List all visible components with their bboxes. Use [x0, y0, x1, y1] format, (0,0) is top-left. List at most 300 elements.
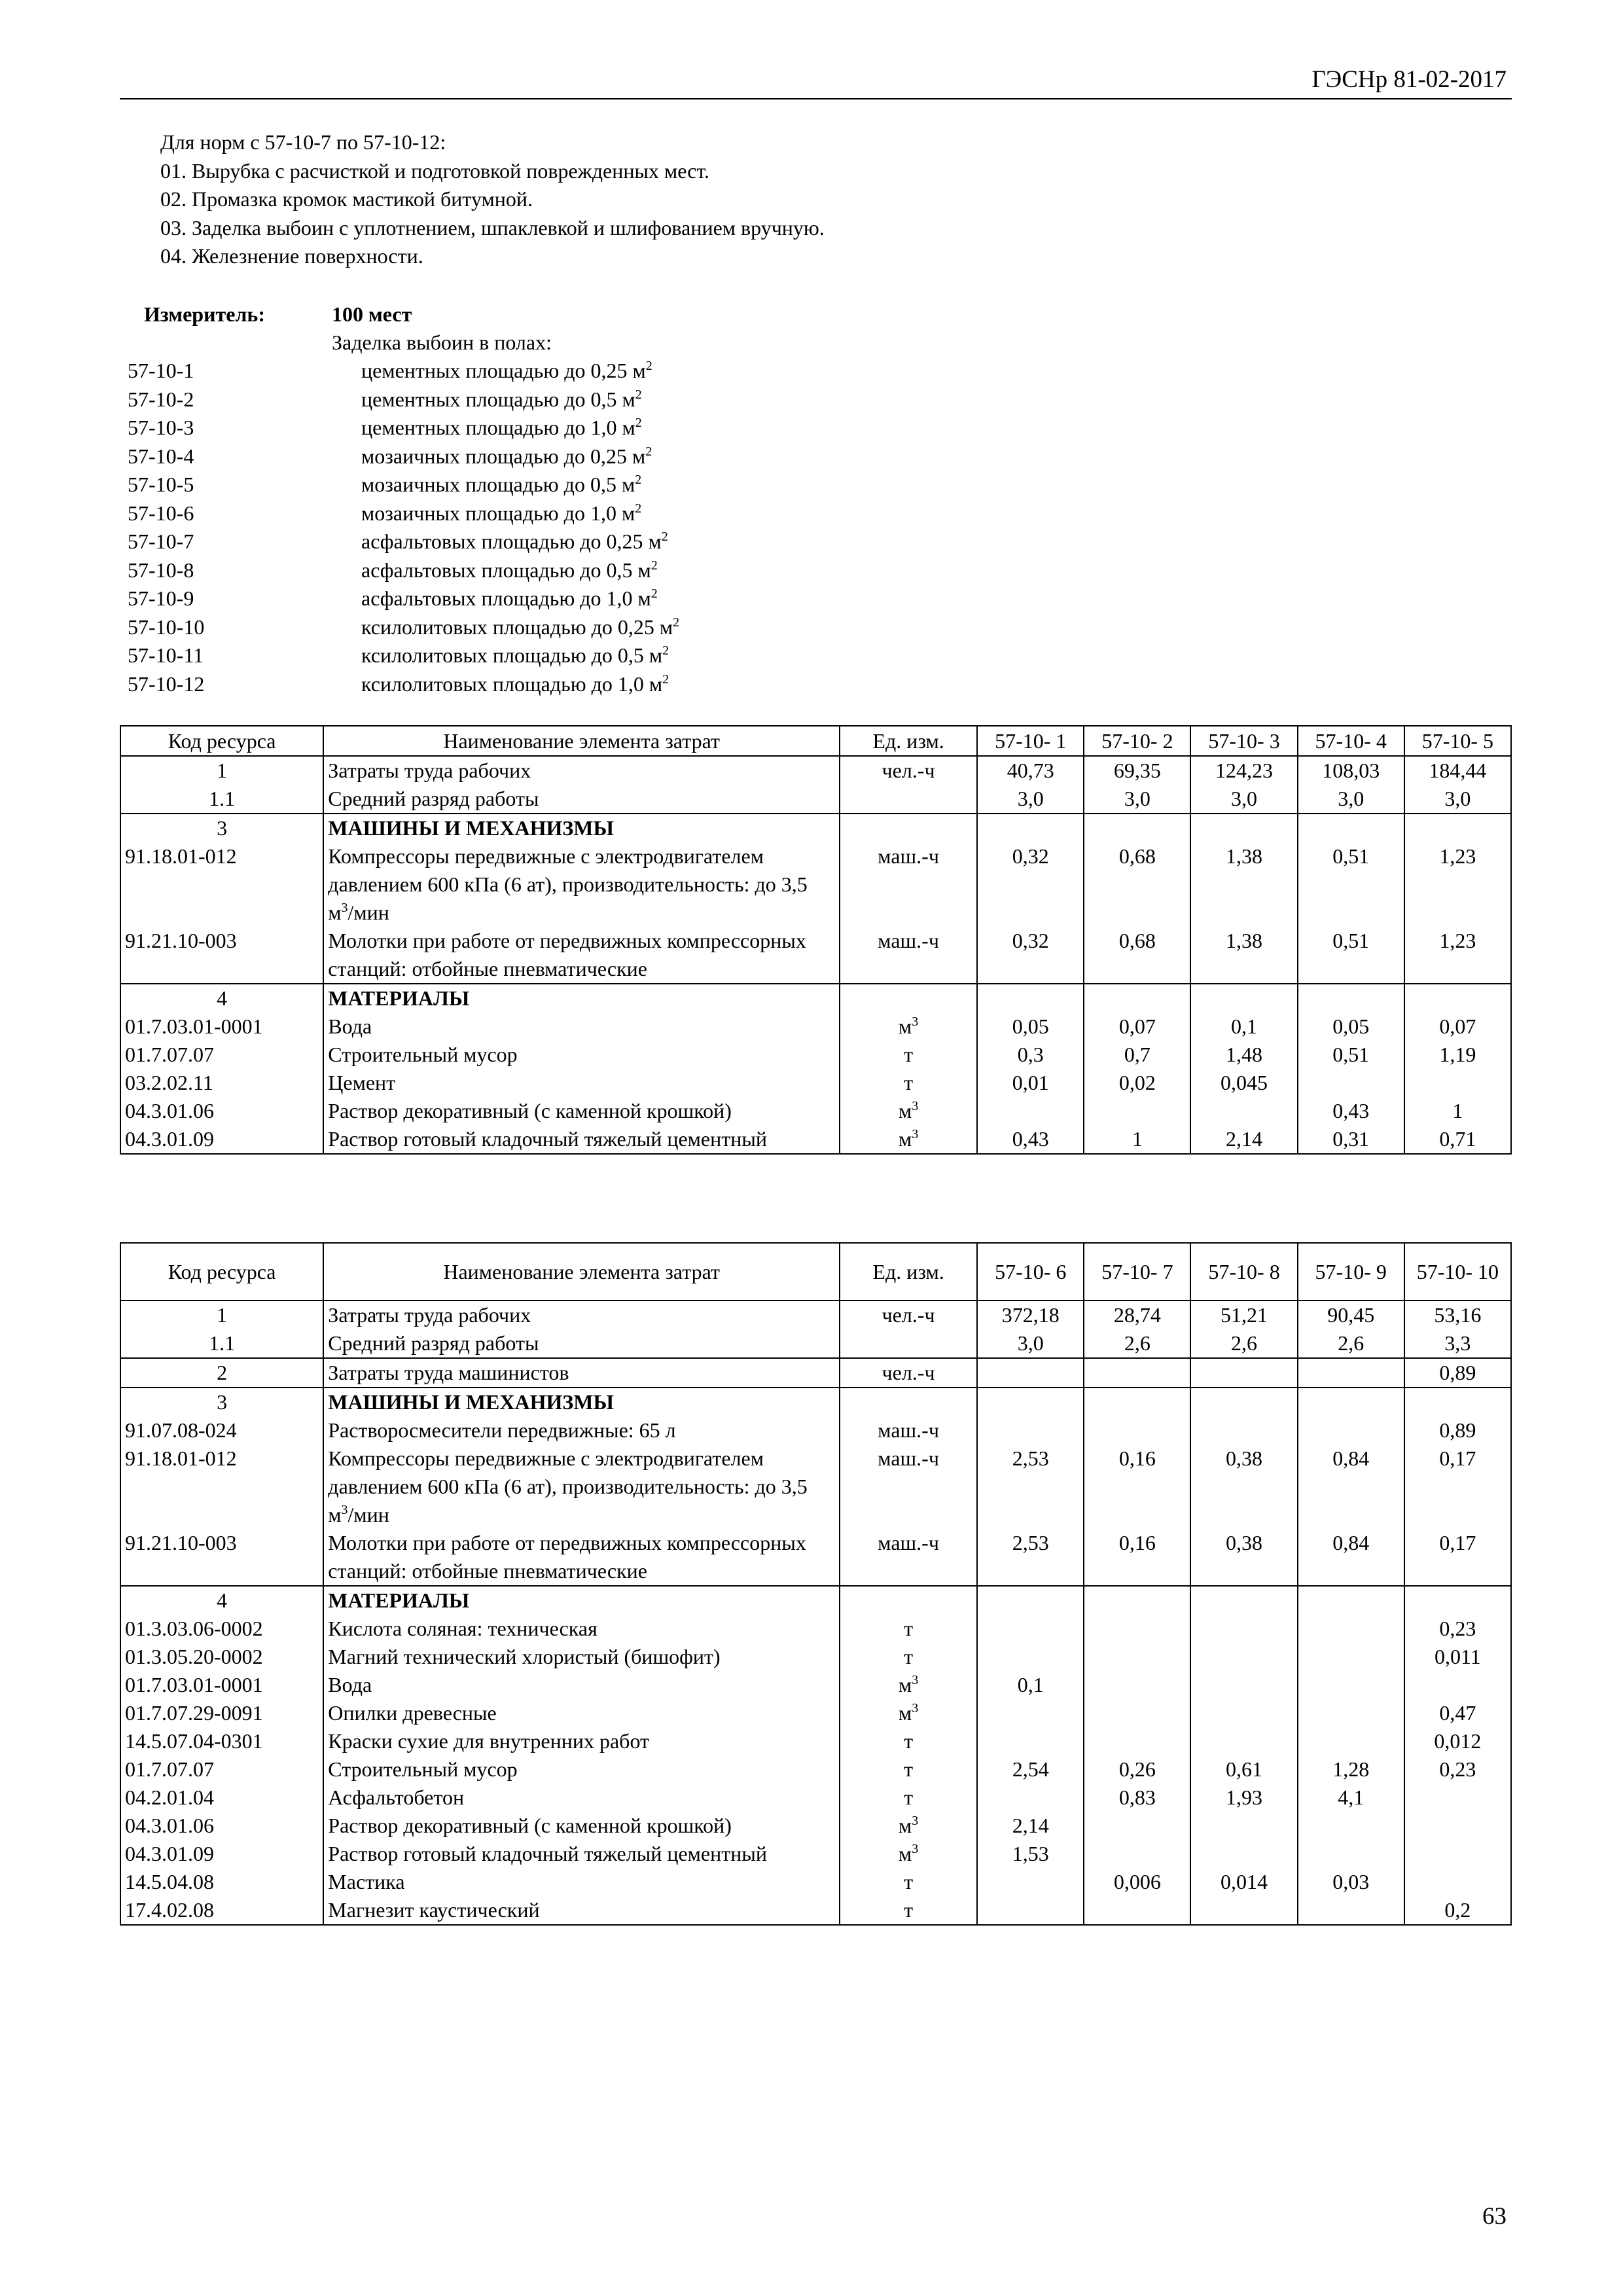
norm-value: 0,07 — [1404, 1013, 1511, 1041]
column-header: Ед. изм. — [840, 1243, 977, 1300]
norm-code: 57-10-12 — [128, 672, 205, 696]
resource-code: 91.18.01-012 — [120, 1444, 323, 1529]
resource-code: 4 — [120, 984, 323, 1013]
norm-value: 1,23 — [1404, 842, 1511, 927]
norm-value: 372,18 — [977, 1300, 1084, 1329]
resource-code: 91.21.10-003 — [120, 1529, 323, 1586]
norm-code: 57-10-1 — [128, 359, 194, 382]
norm-value: 28,74 — [1084, 1300, 1190, 1329]
norm-description — [361, 641, 669, 670]
norm-value — [1084, 1643, 1190, 1671]
norm-value — [1298, 1069, 1404, 1097]
unit-superscript: 2 — [635, 501, 642, 516]
norm-value — [1298, 1699, 1404, 1727]
resource-unit: чел.-ч — [840, 1300, 977, 1329]
norm-value: 2,14 — [977, 1812, 1084, 1840]
norm-value — [1298, 1416, 1404, 1444]
resource-name: Строительный мусор — [323, 1041, 840, 1069]
table-row — [120, 1643, 1511, 1671]
norm-value — [1084, 1586, 1190, 1615]
unit-superscript: 2 — [645, 359, 652, 373]
norm-value: 0,61 — [1190, 1755, 1297, 1784]
norm-value — [1084, 1699, 1190, 1727]
norm-value — [1190, 1896, 1297, 1925]
norm-value: 0,68 — [1084, 842, 1190, 927]
table-row — [120, 1784, 1511, 1812]
resource-code: 04.3.01.06 — [120, 1097, 323, 1125]
norm-description-text: асфальтовых площадью до 1,0 м — [361, 586, 651, 610]
norm-value: 2,14 — [1190, 1125, 1297, 1154]
resource-unit: т — [840, 1643, 977, 1671]
norm-value — [1190, 1388, 1297, 1416]
resource-unit: $м^3$ — [840, 1812, 977, 1840]
norm-value — [977, 1896, 1084, 1925]
norm-value: 0,51 — [1298, 1041, 1404, 1069]
norm-description — [361, 556, 658, 585]
norm-value: 0,31 — [1298, 1125, 1404, 1154]
table-row — [120, 842, 1511, 927]
resource-name: Раствор готовый кладочный тяжелый цементный — [323, 1840, 840, 1868]
norm-value: 0,3 — [977, 1041, 1084, 1069]
resource-name: Раствор декоративный (с каменной крошкой) — [323, 1097, 840, 1125]
resource-unit: $м^3$ — [840, 1840, 977, 1868]
norm-value: 0,23 — [1404, 1615, 1511, 1643]
norm-value: 0,012 — [1404, 1727, 1511, 1755]
resource-name: Вода — [323, 1671, 840, 1699]
resource-name: Цемент — [323, 1069, 840, 1097]
norm-value: 51,21 — [1190, 1300, 1297, 1329]
norm-code: 57-10-10 — [128, 615, 205, 639]
norm-value — [977, 1643, 1084, 1671]
resource-name: Строительный мусор — [323, 1755, 840, 1784]
norm-value — [977, 1416, 1084, 1444]
table-row — [120, 1699, 1511, 1727]
norm-description-text: цементных площадью до 0,5 м — [361, 387, 635, 411]
column-header: Наименование элемента затрат — [323, 726, 840, 756]
norm-value — [1084, 1896, 1190, 1925]
column-header: Код ресурса — [120, 1243, 323, 1300]
norm-code: 57-10-7 — [128, 529, 194, 553]
norm-value — [1404, 1812, 1511, 1840]
resource-name: Компрессоры передвижные с электродвигателем давлением 600 кПа (6 ат), производительность: до 3,5 $м^3$/мин — [323, 1444, 840, 1529]
table-row — [120, 1416, 1511, 1444]
page-header — [120, 64, 1512, 99]
norm-value: 3,0 — [977, 785, 1084, 814]
resource-name: Асфальтобетон — [323, 1784, 840, 1812]
resource-name: МАШИНЫ И МЕХАНИЗМЫ — [323, 1388, 840, 1416]
resource-unit — [840, 1586, 977, 1615]
table-row — [120, 1069, 1511, 1097]
resource-code: 04.3.01.06 — [120, 1812, 323, 1840]
norm-value: 108,03 — [1298, 756, 1404, 785]
column-header: 57-10- 10 — [1404, 1243, 1511, 1300]
resource-name: Кислота соляная: техническая — [323, 1615, 840, 1643]
table-row — [120, 1671, 1511, 1699]
column-header: 57-10- 9 — [1298, 1243, 1404, 1300]
norm-value — [977, 1358, 1084, 1388]
resource-code: 3 — [120, 814, 323, 842]
norm-value: 0,17 — [1404, 1444, 1511, 1529]
norm-value: 0,1 — [977, 1671, 1084, 1699]
norm-value: 0,51 — [1298, 927, 1404, 984]
norm-value — [1084, 1615, 1190, 1643]
resource-table-1 — [120, 725, 1512, 1155]
norm-value — [1084, 1388, 1190, 1416]
resource-unit: маш.-ч — [840, 927, 977, 984]
resource-unit: чел.-ч — [840, 756, 977, 785]
resource-unit — [840, 1388, 977, 1416]
norm-value — [1298, 1727, 1404, 1755]
column-header: 57-10- 8 — [1190, 1243, 1297, 1300]
norm-value: 1,38 — [1190, 927, 1297, 984]
norm-value: 2,6 — [1190, 1329, 1297, 1358]
norm-value: 1 — [1404, 1097, 1511, 1125]
intro-line: 04. Железнение поверхности. — [160, 244, 423, 268]
norm-value — [1404, 814, 1511, 842]
norm-value — [1190, 1416, 1297, 1444]
column-header: 57-10- 3 — [1190, 726, 1297, 756]
norm-value: 0,7 — [1084, 1041, 1190, 1069]
resource-unit: $м^3$ — [840, 1013, 977, 1041]
resource-code: 01.3.03.06-0002 — [120, 1615, 323, 1643]
resource-unit: чел.-ч — [840, 1358, 977, 1388]
table-row — [120, 1013, 1511, 1041]
norm-description-text: мозаичных площадью до 0,25 м — [361, 444, 646, 468]
resource-code: 1.1 — [120, 1329, 323, 1358]
column-header: 57-10- 6 — [977, 1243, 1084, 1300]
norm-code: 57-10-8 — [128, 558, 194, 582]
norm-code: 57-10-9 — [128, 586, 194, 610]
resource-table-2 — [120, 1242, 1512, 1926]
table-row — [120, 1097, 1511, 1125]
intro-line: 03. Заделка выбоин с уплотнением, шпаклевкой и шлифованием вручную. — [160, 215, 825, 240]
resource-code: 04.3.01.09 — [120, 1125, 323, 1154]
unit-superscript: 2 — [645, 444, 652, 459]
norm-value: 0,89 — [1404, 1358, 1511, 1388]
norm-value: 0,05 — [977, 1013, 1084, 1041]
norm-value — [977, 1868, 1084, 1896]
resource-name: Затраты труда рабочих — [323, 1300, 840, 1329]
resource-code: 1.1 — [120, 785, 323, 814]
resource-name: Раствор декоративный (с каменной крошкой) — [323, 1812, 840, 1840]
unit-superscript: 2 — [662, 672, 669, 687]
norm-value — [1190, 814, 1297, 842]
norm-description — [361, 670, 669, 699]
resource-code: 04.2.01.04 — [120, 1784, 323, 1812]
table-row — [120, 785, 1511, 814]
norm-value: 0,32 — [977, 927, 1084, 984]
norm-code: 57-10-6 — [128, 501, 194, 525]
norm-value: 1,23 — [1404, 927, 1511, 984]
resource-unit: т — [840, 1896, 977, 1925]
norm-value — [1190, 1615, 1297, 1643]
norm-description-text: мозаичных площадью до 0,5 м — [361, 473, 635, 496]
norm-value — [977, 1727, 1084, 1755]
norm-value: 1,53 — [977, 1840, 1084, 1868]
norm-description — [361, 442, 652, 471]
norm-value: 0,51 — [1298, 842, 1404, 927]
resource-code: 1 — [120, 1300, 323, 1329]
resource-name: Растворосмесители передвижные: 65 л — [323, 1416, 840, 1444]
resource-code: 2 — [120, 1358, 323, 1388]
norm-value — [1298, 1643, 1404, 1671]
norm-value: 90,45 — [1298, 1300, 1404, 1329]
table-row — [120, 1755, 1511, 1784]
norm-value: 1,19 — [1404, 1041, 1511, 1069]
unit-superscript: 2 — [673, 615, 680, 630]
resource-name: Мастика — [323, 1868, 840, 1896]
table-row — [120, 1388, 1511, 1416]
norm-value: 0,43 — [977, 1125, 1084, 1154]
norm-value: 69,35 — [1084, 756, 1190, 785]
norm-value: 3,0 — [977, 1329, 1084, 1358]
norm-value — [1298, 1812, 1404, 1840]
resource-code: 3 — [120, 1388, 323, 1416]
table-row — [120, 927, 1511, 984]
table-row — [120, 1300, 1511, 1329]
resource-code: 01.3.05.20-0002 — [120, 1643, 323, 1671]
norm-value — [1298, 1671, 1404, 1699]
norm-value — [1404, 1868, 1511, 1896]
resource-unit — [840, 785, 977, 814]
norm-code: 57-10-2 — [128, 387, 194, 411]
norm-value — [1404, 1840, 1511, 1868]
norm-description-text: ксилолитовых площадью до 0,5 м — [361, 643, 663, 667]
intro-line: 01. Вырубка с расчисткой и подготовкой поврежденных мест. — [160, 158, 710, 183]
norm-value — [1084, 1840, 1190, 1868]
norm-code: 57-10-11 — [128, 643, 204, 667]
resource-code: 4 — [120, 1586, 323, 1615]
norm-value — [1190, 984, 1297, 1013]
norm-value: 2,54 — [977, 1755, 1084, 1784]
intro-text — [160, 128, 825, 271]
document-code: ГЭСНр 81-02-2017 — [1311, 66, 1507, 93]
norm-value — [1404, 1388, 1511, 1416]
norm-value — [977, 1699, 1084, 1727]
norm-value: 2,53 — [977, 1529, 1084, 1586]
resource-code: 01.7.03.01-0001 — [120, 1671, 323, 1699]
measure-value: 100 мест — [332, 302, 412, 326]
norm-value — [1084, 1727, 1190, 1755]
norm-value: 0,38 — [1190, 1529, 1297, 1586]
norm-value: 0,71 — [1404, 1125, 1511, 1154]
norm-value — [977, 1097, 1084, 1125]
norm-value: 0,02 — [1084, 1069, 1190, 1097]
norm-value: 3,0 — [1298, 785, 1404, 814]
resource-code: 14.5.04.08 — [120, 1868, 323, 1896]
norm-intro: Заделка выбоин в полах: — [332, 331, 552, 354]
norm-value — [1190, 1643, 1297, 1671]
norm-value: 0,68 — [1084, 927, 1190, 984]
resource-unit — [840, 1329, 977, 1358]
norm-value: 0,43 — [1298, 1097, 1404, 1125]
norm-value: 184,44 — [1404, 756, 1511, 785]
resource-name: Средний разряд работы — [323, 1329, 840, 1358]
norm-value: 3,0 — [1190, 785, 1297, 814]
column-header: 57-10- 4 — [1298, 726, 1404, 756]
resource-code: 91.07.08-024 — [120, 1416, 323, 1444]
norm-value — [1084, 1416, 1190, 1444]
norm-value — [1190, 1699, 1297, 1727]
norm-value: 1,28 — [1298, 1755, 1404, 1784]
resource-name: Молотки при работе от передвижных компрессорных станций: отбойные пневматические — [323, 927, 840, 984]
table-header-row — [120, 1243, 1511, 1300]
resource-unit: т — [840, 1755, 977, 1784]
norm-value — [1190, 1586, 1297, 1615]
resource-unit: т — [840, 1615, 977, 1643]
resource-code: 04.3.01.09 — [120, 1840, 323, 1868]
norm-value: 40,73 — [977, 756, 1084, 785]
column-header: 57-10- 5 — [1404, 726, 1511, 756]
norm-value: 3,3 — [1404, 1329, 1511, 1358]
unit-superscript: 2 — [661, 529, 668, 544]
norm-value — [1298, 984, 1404, 1013]
norm-description-text: цементных площадью до 1,0 м — [361, 416, 635, 439]
resource-name: Магнезит каустический — [323, 1896, 840, 1925]
resource-name: МАТЕРИАЛЫ — [323, 984, 840, 1013]
norm-value — [977, 814, 1084, 842]
norm-value: 0,84 — [1298, 1529, 1404, 1586]
norm-value: 0,47 — [1404, 1699, 1511, 1727]
resource-unit: маш.-ч — [840, 1416, 977, 1444]
resource-unit: маш.-ч — [840, 1444, 977, 1529]
norm-value: 0,2 — [1404, 1896, 1511, 1925]
table-row — [120, 1840, 1511, 1868]
resource-unit: т — [840, 1069, 977, 1097]
norm-description — [361, 613, 679, 642]
norm-description — [361, 528, 668, 556]
resource-unit: т — [840, 1041, 977, 1069]
norm-value — [1084, 1097, 1190, 1125]
norm-value: 0,23 — [1404, 1755, 1511, 1784]
resource-name: Магний технический хлористый (бишофит) — [323, 1643, 840, 1671]
norm-description-text: ксилолитовых площадью до 0,25 м — [361, 615, 673, 639]
norm-value: 0,006 — [1084, 1868, 1190, 1896]
column-header: Наименование элемента затрат — [323, 1243, 840, 1300]
resource-name: Компрессоры передвижные с электродвигателем давлением 600 кПа (6 ат), производительность: до 3,5 $м^3$/мин — [323, 842, 840, 927]
resource-name: Молотки при работе от передвижных компрессорных станций: отбойные пневматические — [323, 1529, 840, 1586]
resource-name: МАШИНЫ И МЕХАНИЗМЫ — [323, 814, 840, 842]
resource-code: 01.7.07.07 — [120, 1755, 323, 1784]
table-row — [120, 756, 1511, 785]
resource-unit: $м^3$ — [840, 1097, 977, 1125]
resource-code: 1 — [120, 756, 323, 785]
norm-value — [1190, 1840, 1297, 1868]
table-row — [120, 1125, 1511, 1154]
resource-code: 91.21.10-003 — [120, 927, 323, 984]
resource-code: 01.7.03.01-0001 — [120, 1013, 323, 1041]
norm-code: 57-10-3 — [128, 416, 194, 439]
norm-value — [1404, 1784, 1511, 1812]
resource-name: Вода — [323, 1013, 840, 1041]
norm-value: 2,6 — [1298, 1329, 1404, 1358]
norm-value — [1190, 1358, 1297, 1388]
norm-description-text: цементных площадью до 0,25 м — [361, 359, 646, 382]
measure-label: Измеритель: — [144, 302, 265, 326]
norm-value — [1084, 814, 1190, 842]
resource-code: 01.7.07.29-0091 — [120, 1699, 323, 1727]
unit-superscript: 2 — [651, 558, 658, 573]
norm-value — [1404, 1069, 1511, 1097]
norm-description — [361, 499, 641, 528]
resource-code: 17.4.02.08 — [120, 1896, 323, 1925]
resource-name: Раствор готовый кладочный тяжелый цементный — [323, 1125, 840, 1154]
norm-description-text: асфальтовых площадью до 0,25 м — [361, 529, 662, 553]
norm-value — [1190, 1812, 1297, 1840]
norm-value: 1,48 — [1190, 1041, 1297, 1069]
norm-value: 1 — [1084, 1125, 1190, 1154]
table-row — [120, 1041, 1511, 1069]
resource-unit: маш.-ч — [840, 1529, 977, 1586]
norm-description — [361, 584, 658, 613]
norm-value: 0,1 — [1190, 1013, 1297, 1041]
norm-value — [1190, 1671, 1297, 1699]
resource-name: МАТЕРИАЛЫ — [323, 1586, 840, 1615]
norm-value: 3,0 — [1404, 785, 1511, 814]
column-header: 57-10- 2 — [1084, 726, 1190, 756]
resource-name: Затраты труда машинистов — [323, 1358, 840, 1388]
table-row — [120, 1329, 1511, 1358]
norm-value: 53,16 — [1404, 1300, 1511, 1329]
intro-line: 02. Промазка кромок мастикой битумной. — [160, 187, 533, 211]
norm-value — [1084, 984, 1190, 1013]
norm-value — [1298, 1896, 1404, 1925]
norm-value — [977, 984, 1084, 1013]
column-header: Ед. изм. — [840, 726, 977, 756]
norm-value: 0,011 — [1404, 1643, 1511, 1671]
unit-superscript: 2 — [635, 387, 642, 402]
table-row — [120, 814, 1511, 842]
resource-code: 03.2.02.11 — [120, 1069, 323, 1097]
resource-unit: т — [840, 1727, 977, 1755]
resource-unit: т — [840, 1784, 977, 1812]
norm-value: 0,16 — [1084, 1444, 1190, 1529]
norm-value: 2,6 — [1084, 1329, 1190, 1358]
unit-superscript: 2 — [635, 416, 642, 430]
norm-value: 0,16 — [1084, 1529, 1190, 1586]
resource-unit — [840, 814, 977, 842]
norm-value: 0,32 — [977, 842, 1084, 927]
table-header-row — [120, 726, 1511, 756]
norm-description-text: асфальтовых площадью до 0,5 м — [361, 558, 651, 582]
norm-description — [361, 357, 652, 386]
norm-value: 0,045 — [1190, 1069, 1297, 1097]
norm-value — [1298, 1615, 1404, 1643]
table-row — [120, 1444, 1511, 1529]
table-row — [120, 1812, 1511, 1840]
norm-value: 0,26 — [1084, 1755, 1190, 1784]
norm-value — [1084, 1358, 1190, 1388]
norm-code: 57-10-4 — [128, 444, 194, 468]
norm-value — [977, 1586, 1084, 1615]
norm-value: 0,014 — [1190, 1868, 1297, 1896]
page-number: 63 — [1482, 2203, 1507, 2230]
norm-value: 1,93 — [1190, 1784, 1297, 1812]
table-row — [120, 1615, 1511, 1643]
resource-code: 91.18.01-012 — [120, 842, 323, 927]
norm-value: 0,05 — [1298, 1013, 1404, 1041]
table-row — [120, 1868, 1511, 1896]
norm-value: 1,38 — [1190, 842, 1297, 927]
norm-description — [361, 414, 642, 442]
norm-code: 57-10-5 — [128, 473, 194, 496]
resource-code: 14.5.07.04-0301 — [120, 1727, 323, 1755]
norm-value: 0,84 — [1298, 1444, 1404, 1529]
norm-description-text: мозаичных площадью до 1,0 м — [361, 501, 635, 525]
norm-value: 0,89 — [1404, 1416, 1511, 1444]
norm-value — [1404, 984, 1511, 1013]
norm-value — [1084, 1812, 1190, 1840]
